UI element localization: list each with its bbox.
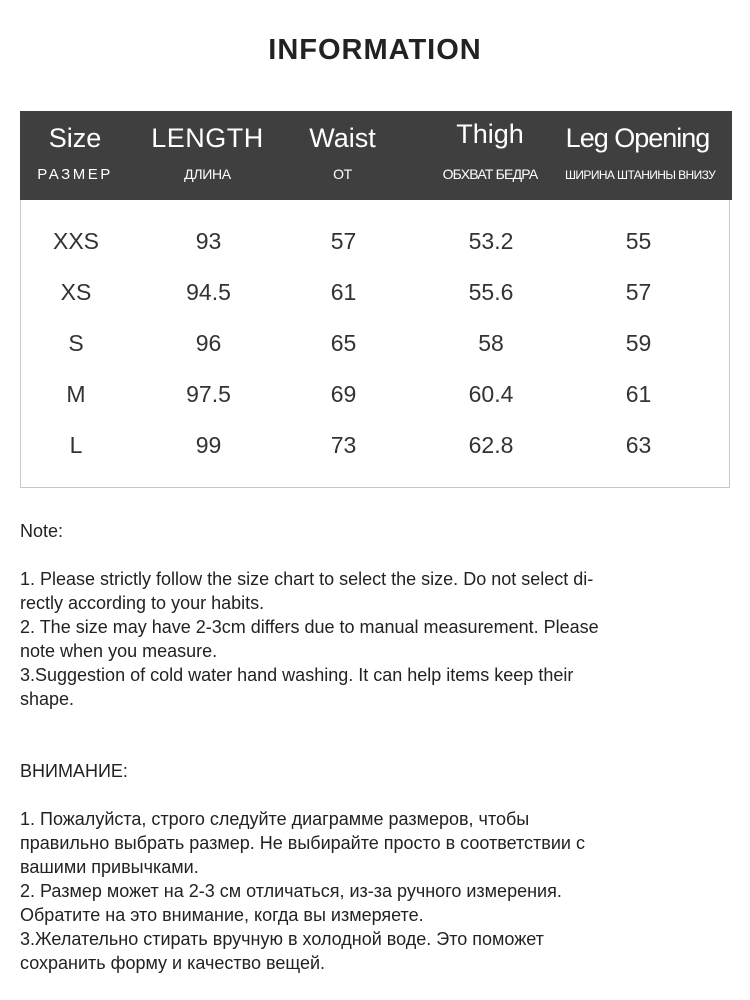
notes-en-line: 2. The size may have 2-3cm differs due to manual measurement. Please: [20, 617, 599, 637]
notes-en-line: 1. Please strictly follow the size chart to select the size. Do not select di-: [20, 569, 594, 589]
table-row: [21, 369, 731, 420]
cell-leg-opening: 59: [625, 330, 652, 356]
header-waist-en: Waist: [309, 123, 376, 153]
header-waist: [280, 111, 405, 200]
notes-ru-line: 3.Желательно стирать вручную в холодной воде. Это поможет: [20, 929, 544, 949]
notes-en-line: shape.: [20, 689, 75, 709]
cell-size: L: [69, 432, 83, 458]
header-leg-opening-en: Leg Opening: [565, 123, 710, 153]
header-thigh: [415, 111, 565, 200]
cell-length: 99: [195, 432, 222, 458]
header-leg-opening-ru: ШИРИНА ШТАНИНЫ ВНИЗУ: [565, 168, 716, 182]
cell-leg-opening: 61: [625, 381, 652, 407]
cell-thigh: 53.2: [468, 228, 514, 254]
cell-waist: 57: [330, 228, 357, 254]
notes-ru-line: 1. Пожалуйста, строго следуйте диаграмме размеров, чтобы: [20, 809, 530, 829]
notes-ru-line: вашими привычками.: [20, 857, 199, 877]
cell-size: S: [68, 330, 84, 356]
header-size-en: Size: [48, 123, 102, 153]
notes-en-line: 3.Suggestion of cold water hand washing. It can help items keep their: [20, 665, 574, 685]
cell-length: 93: [195, 228, 222, 254]
table-row: [21, 420, 731, 471]
notes-ru-line: 2. Размер может на 2-3 см отличаться, из-за ручного измерения.: [20, 881, 562, 901]
cell-length: 96: [195, 330, 222, 356]
header-leg-opening: [565, 111, 716, 200]
table-row: [21, 318, 731, 369]
cell-waist: 69: [330, 381, 357, 407]
header-thigh-en: Thigh: [456, 119, 524, 149]
notes-section: [20, 519, 730, 975]
cell-leg-opening: 63: [625, 432, 652, 458]
cell-waist: 65: [330, 330, 357, 356]
notes-en-heading: Note:: [20, 521, 64, 541]
cell-waist: 61: [330, 279, 357, 305]
cell-waist: 73: [330, 432, 357, 458]
header-length-en: LENGTH: [151, 123, 264, 153]
notes-ru-heading: ВНИМАНИЕ:: [20, 761, 128, 781]
table-row: [21, 216, 731, 267]
cell-thigh: 58: [478, 330, 504, 356]
header-size-ru: РАЗМЕР: [37, 166, 113, 183]
header-size: [20, 111, 130, 200]
table-header: [20, 111, 732, 200]
cell-size: M: [66, 381, 86, 407]
header-length: [145, 111, 270, 200]
cell-thigh: 55.6: [468, 279, 514, 305]
notes-en-line: note when you measure.: [20, 641, 218, 661]
notes-ru-line: правильно выбрать размер. Не выбирайте просто в соответствии с: [20, 833, 585, 853]
page-title: INFORMATION: [268, 34, 482, 66]
cell-thigh: 62.8: [468, 432, 514, 458]
cell-length: 94.5: [186, 279, 231, 305]
notes-en-line: rectly according to your habits.: [20, 593, 265, 613]
cell-leg-opening: 57: [625, 279, 652, 305]
size-chart-table: [20, 111, 730, 488]
table-row: [21, 267, 731, 318]
cell-size: XXS: [52, 228, 100, 254]
notes-ru-line: сохранить форму и качество вещей.: [20, 953, 326, 973]
cell-thigh: 60.4: [468, 381, 514, 407]
header-waist-ru: ОТ: [333, 166, 352, 182]
header-thigh-ru: ОБХВАТ БЕДРА: [442, 166, 538, 182]
cell-length: 97.5: [186, 381, 231, 407]
notes-ru-line: Обратите на это внимание, когда вы измеряете.: [20, 905, 424, 925]
cell-size: XS: [60, 279, 92, 305]
cell-leg-opening: 55: [625, 228, 652, 254]
header-length-ru: ДЛИНА: [184, 166, 231, 182]
